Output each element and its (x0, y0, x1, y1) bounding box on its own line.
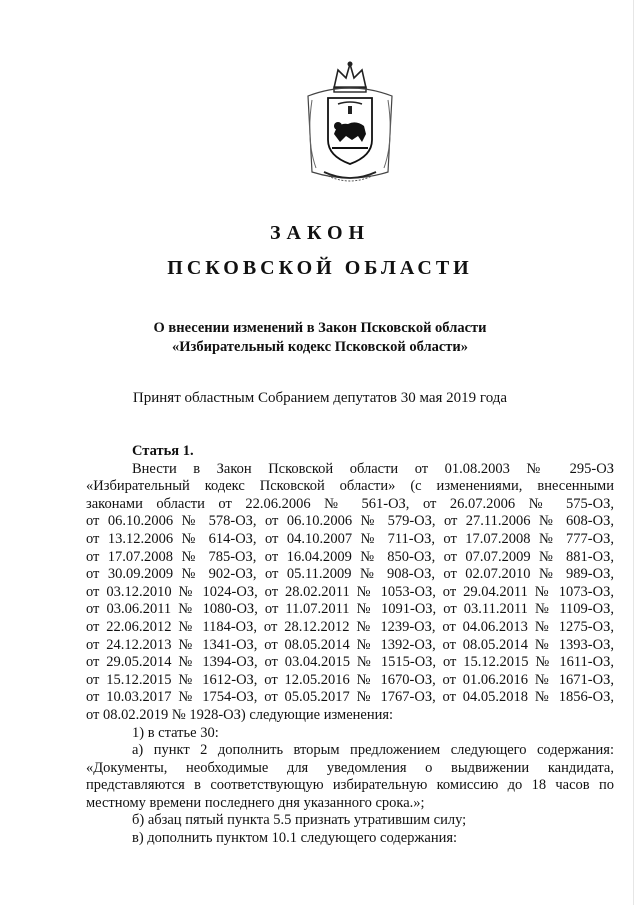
item-a (86, 742, 614, 812)
paragraph-line: от 06.10.2006 № 578-ОЗ, от 06.10.2006 № 579-ОЗ, от 27.11.2006 № 608-ОЗ, (86, 513, 614, 530)
paragraph-line: от 29.05.2014 № 1394-ОЗ, от 03.04.2015 № 1515-ОЗ, от 15.12.2015 № 1611-ОЗ, (86, 654, 614, 671)
paragraph-line: от 30.09.2009 № 902-ОЗ, от 05.11.2009 № 908-ОЗ, от 02.07.2010 № 989-ОЗ, (86, 566, 614, 583)
paragraph-line: Внести в Закон Псковской области от 01.08.2003 № 295-ОЗ (132, 460, 614, 477)
paragraph-line: от 22.06.2012 № 1184-ОЗ, от 28.12.2012 № 1239-ОЗ, от 04.06.2013 № 1275-ОЗ, (86, 618, 614, 635)
paragraph-line: от 03.06.2011 № 1080-ОЗ, от 11.07.2011 № 1091-ОЗ, от 03.11.2011 № 1109-ОЗ, (86, 601, 614, 618)
paragraph-line: от 17.07.2008 № 785-ОЗ, от 16.04.2009 № 850-ОЗ, от 07.07.2009 № 881-ОЗ, (86, 548, 614, 565)
document-type-title: ЗАКОН (269, 222, 371, 244)
law-body (86, 443, 614, 848)
item-a-line: а) пункт 2 дополнить вторым предложением следующего содержания: (132, 742, 614, 759)
item-a-line: представляются в соответствующую избирательную комиссию до 18 часов по (86, 777, 614, 794)
item-a-line: местному времени последнего дня указанного срока.»; (86, 794, 425, 811)
scan-edge-line (633, 0, 634, 905)
item-a-line: «Документы, необходимые для уведомления о выдвижении кандидата, (86, 759, 614, 776)
paragraph-line: от 24.12.2013 № 1341-ОЗ, от 08.05.2014 № 1392-ОЗ, от 08.05.2014 № 1393-ОЗ, (86, 636, 614, 653)
paragraph-line: от 08.02.2019 № 1928-ОЗ) следующие изменения: (86, 706, 394, 723)
paragraph-line: от 15.12.2015 № 1612-ОЗ, от 12.05.2016 № 1670-ОЗ, от 01.06.2016 № 1671-ОЗ, (86, 671, 614, 688)
item-b: б) абзац пятый пункта 5.5 признать утратившим силу; (132, 812, 467, 829)
region-title: ПСКОВСКОЙ ОБЛАСТИ (167, 257, 473, 279)
paragraph-line: от 10.03.2017 № 1754-ОЗ, от 05.05.2017 № 1767-ОЗ, от 04.05.2018 № 1856-ОЗ, (86, 689, 614, 706)
paragraph-line: от 13.12.2006 № 614-ОЗ, от 04.10.2007 № 711-ОЗ, от 17.07.2008 № 777-ОЗ, (86, 530, 614, 547)
pskov-coat-of-arms-icon (298, 60, 402, 188)
item-1: 1) в статье 30: (132, 724, 219, 741)
article-paragraph (86, 461, 614, 725)
law-subject (0, 319, 640, 357)
subject-line-1: О внесении изменений в Закон Псковской области (153, 320, 487, 336)
paragraph-line: от 03.12.2010 № 1024-ОЗ, от 28.02.2011 № 1053-ОЗ, от 29.04.2011 № 1073-ОЗ, (86, 583, 614, 600)
adoption-note: Принят областным Собранием депутатов 30 мая 2019 года (132, 390, 508, 406)
article-heading: Статья 1. (132, 443, 194, 459)
item-c: в) дополнить пунктом 10.1 следующего содержания: (132, 830, 458, 847)
paragraph-line: «Избирательный кодекс Псковской области» (с изменениями, внесенными (86, 478, 614, 495)
paragraph-line: законами области от 22.06.2006 № 561-ОЗ, от 26.07.2006 № 575-ОЗ, (86, 495, 614, 512)
subject-line-2: «Избирательный кодекс Псковской области» (171, 339, 469, 355)
